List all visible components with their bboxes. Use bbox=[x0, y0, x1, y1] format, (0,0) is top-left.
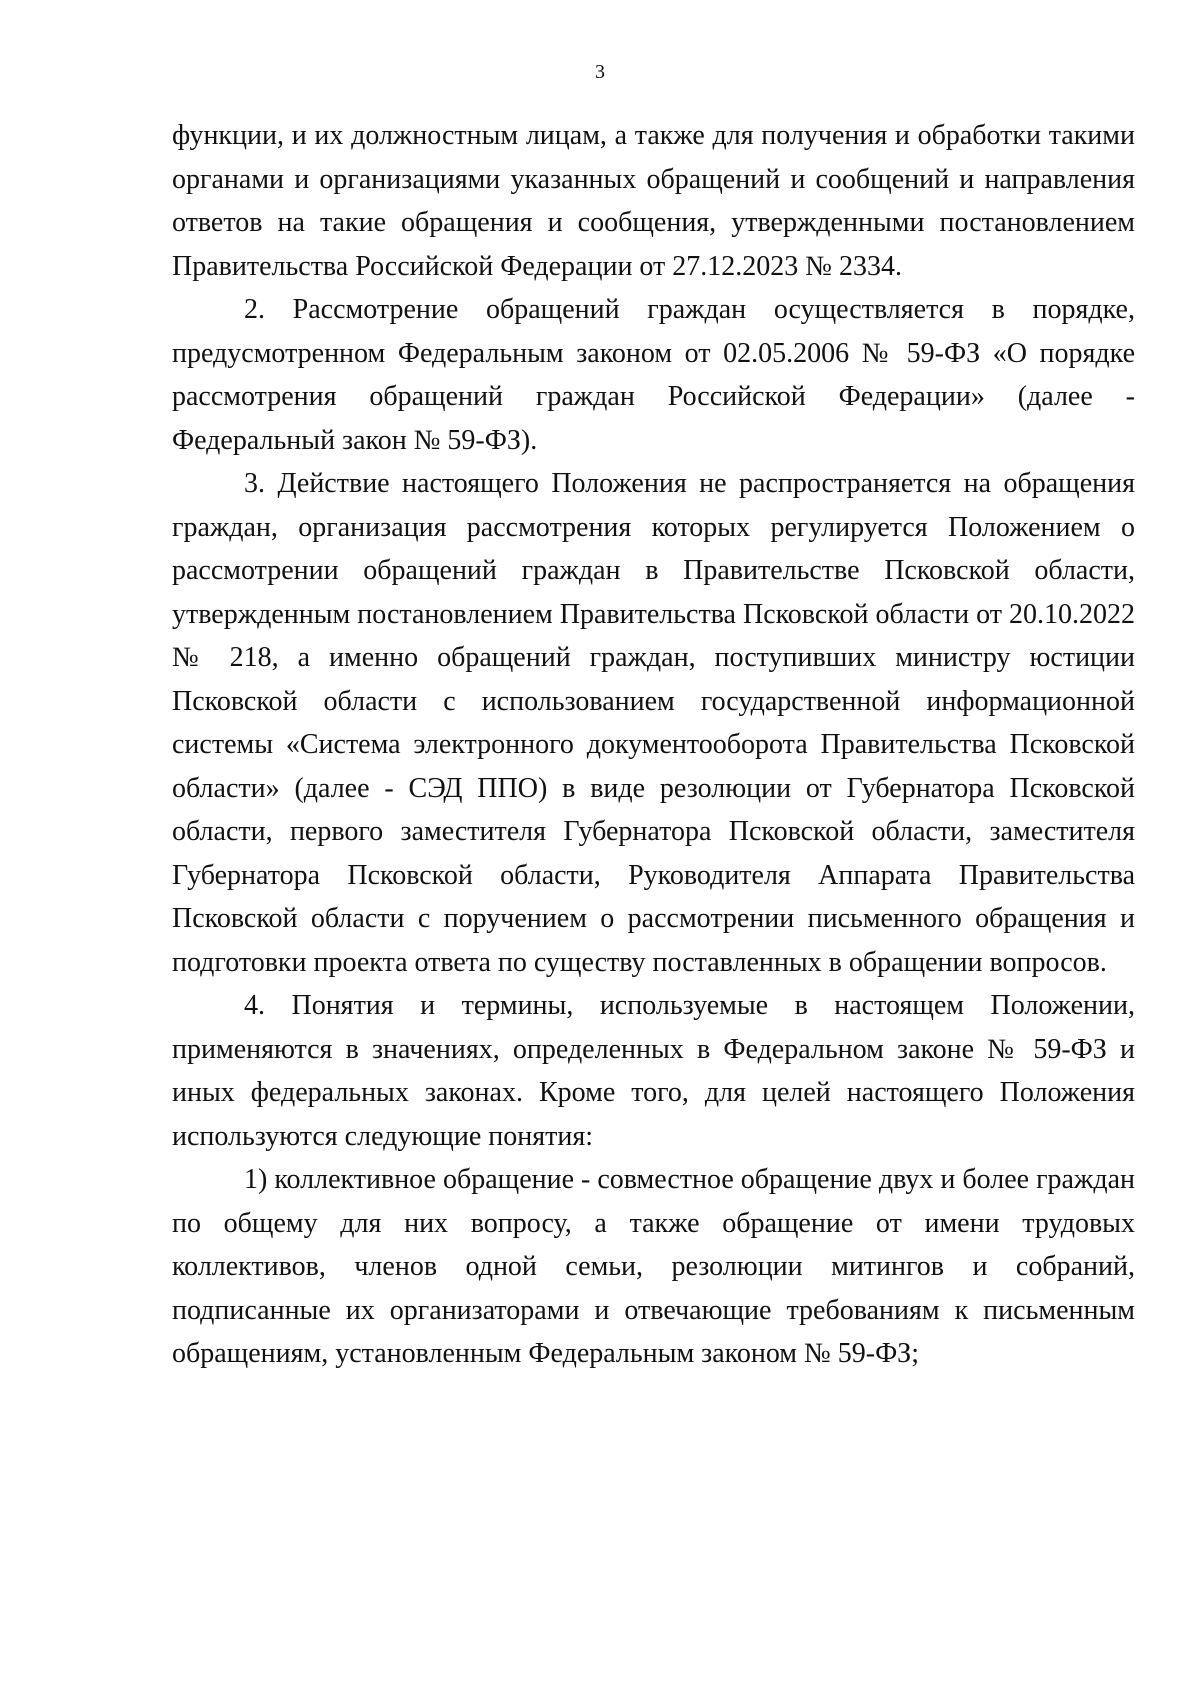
paragraph-3: 3. Действие настоящего Положения не распространяется на обращения граждан, организация рассмотрения которых регулируется Положением о рассмотрении обращений граждан в Правительстве Псковской области, утвержденным постановлением Правительства Псковской области от 20.10.2022 № 218, а именно обращений граждан, поступивших министру юстиции Псковской области с использованием государственной информационной системы «Система электронного документооборота Правительства Псковской области» (далее - СЭД ППО) в виде резолюции от Губернатора Псковской области, первого заместителя Губернатора Псковской области, заместителя Губернатора Псковской области, Руководителя Аппарата Правительства Псковской области с поручением о рассмотрении письменного обращения и подготовки проекта ответа по существу поставленных в обращении вопросов. bbox=[172, 468, 1135, 978]
document-body bbox=[172, 114, 1135, 1376]
paragraph-4-item-1: 1) коллективное обращение - совместное обращение двух и более граждан по общему для них вопросу, а также обращение от имени трудовых коллективов, членов одной семьи, резолюции митингов и собраний, подписанные их организаторами и отвечающие требованиям к письменным обращениям, установленным Федеральным законом № 59-ФЗ; bbox=[172, 1164, 1135, 1369]
paragraph-continuation: функции, и их должностным лицам, а также для получения и обработки такими органами и организациями указанных обращений и сообщений и направления ответов на такие обращения и сообщения, утвержденными постановлением Правительства Российской Федерации от 27.12.2023 № 2334. bbox=[172, 120, 1135, 282]
page-number: 3 bbox=[595, 61, 605, 83]
paragraph-4: 4. Понятия и термины, используемые в настоящем Положении, применяются в значениях, определенных в Федеральном законе № 59-ФЗ и иных федеральных законах. Кроме того, для целей настоящего Положения используются следующие понятия: bbox=[172, 990, 1135, 1152]
paragraph-2: 2. Рассмотрение обращений граждан осуществляется в порядке, предусмотренном Федеральным законом от 02.05.2006 № 59-ФЗ «О порядке рассмотрения обращений граждан Российской Федерации» (далее - Федеральный закон № 59-ФЗ). bbox=[172, 294, 1135, 456]
